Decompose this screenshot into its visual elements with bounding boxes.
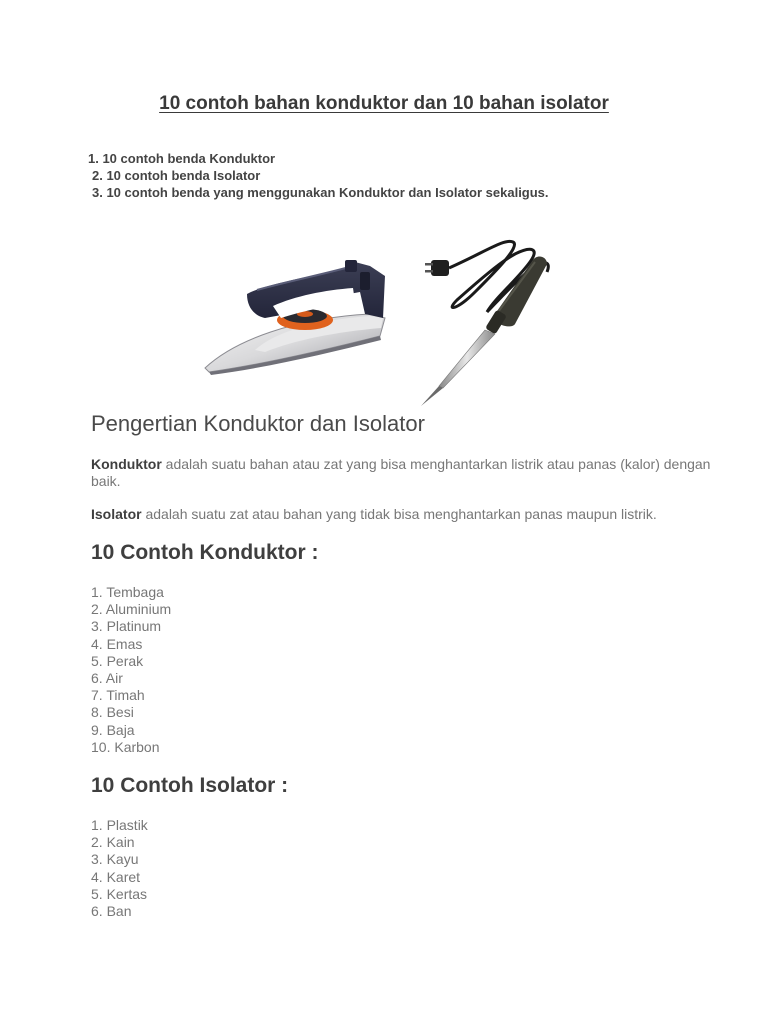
table-of-contents <box>88 150 549 201</box>
list-item: 5. Perak <box>91 652 144 669</box>
definition-konduktor <box>91 456 711 490</box>
illustration <box>195 232 565 407</box>
list-item: 6. Air <box>91 669 123 686</box>
definition-isolator <box>91 506 711 523</box>
list-item: 9. Baja <box>91 721 135 738</box>
list-item: 4. Karet <box>91 868 141 885</box>
list-item: 3. Kayu <box>91 851 139 868</box>
toc-item: 2. 10 contoh benda Isolator <box>92 168 261 183</box>
isolator-list <box>91 817 148 920</box>
list-item: 6. Ban <box>91 902 132 919</box>
list-item: 1. Plastik <box>91 817 148 833</box>
soldering-iron-icon <box>421 241 548 406</box>
iron-icon <box>205 260 385 375</box>
toc-item: 1. 10 contoh benda Konduktor <box>88 151 276 166</box>
list-item: 7. Timah <box>91 687 145 704</box>
section-heading-isolator: 10 Contoh Isolator : <box>91 774 289 797</box>
list-item: 2. Kain <box>91 834 135 851</box>
definition-konduktor-text: adalah suatu bahan atau zat yang bisa menghantarkan listrik atau panas (kalor) dengan baik. <box>91 456 711 489</box>
page-title: 10 contoh bahan konduktor dan 10 bahan isolator <box>159 93 609 114</box>
list-item: 4. Emas <box>91 635 143 652</box>
section-heading-konduktor: 10 Contoh Konduktor : <box>91 541 319 564</box>
toc-item: 3. 10 contoh benda yang menggunakan Konduktor dan Isolator sekaligus. <box>92 185 549 200</box>
list-item: 8. Besi <box>91 704 134 721</box>
list-item: 3. Platinum <box>91 618 162 635</box>
term-isolator: Isolator <box>91 506 142 522</box>
definition-isolator-text: adalah suatu zat atau bahan yang tidak bisa menghantarkan panas maupun listrik. <box>141 506 657 522</box>
list-item: 1. Tembaga <box>91 584 164 600</box>
list-item: 2. Aluminium <box>91 601 172 618</box>
term-konduktor: Konduktor <box>91 456 162 472</box>
konduktor-list <box>91 584 171 756</box>
list-item: 5. Kertas <box>91 885 148 902</box>
section-heading-pengertian: Pengertian Konduktor dan Isolator <box>91 411 425 436</box>
list-item: 10. Karbon <box>91 738 160 755</box>
